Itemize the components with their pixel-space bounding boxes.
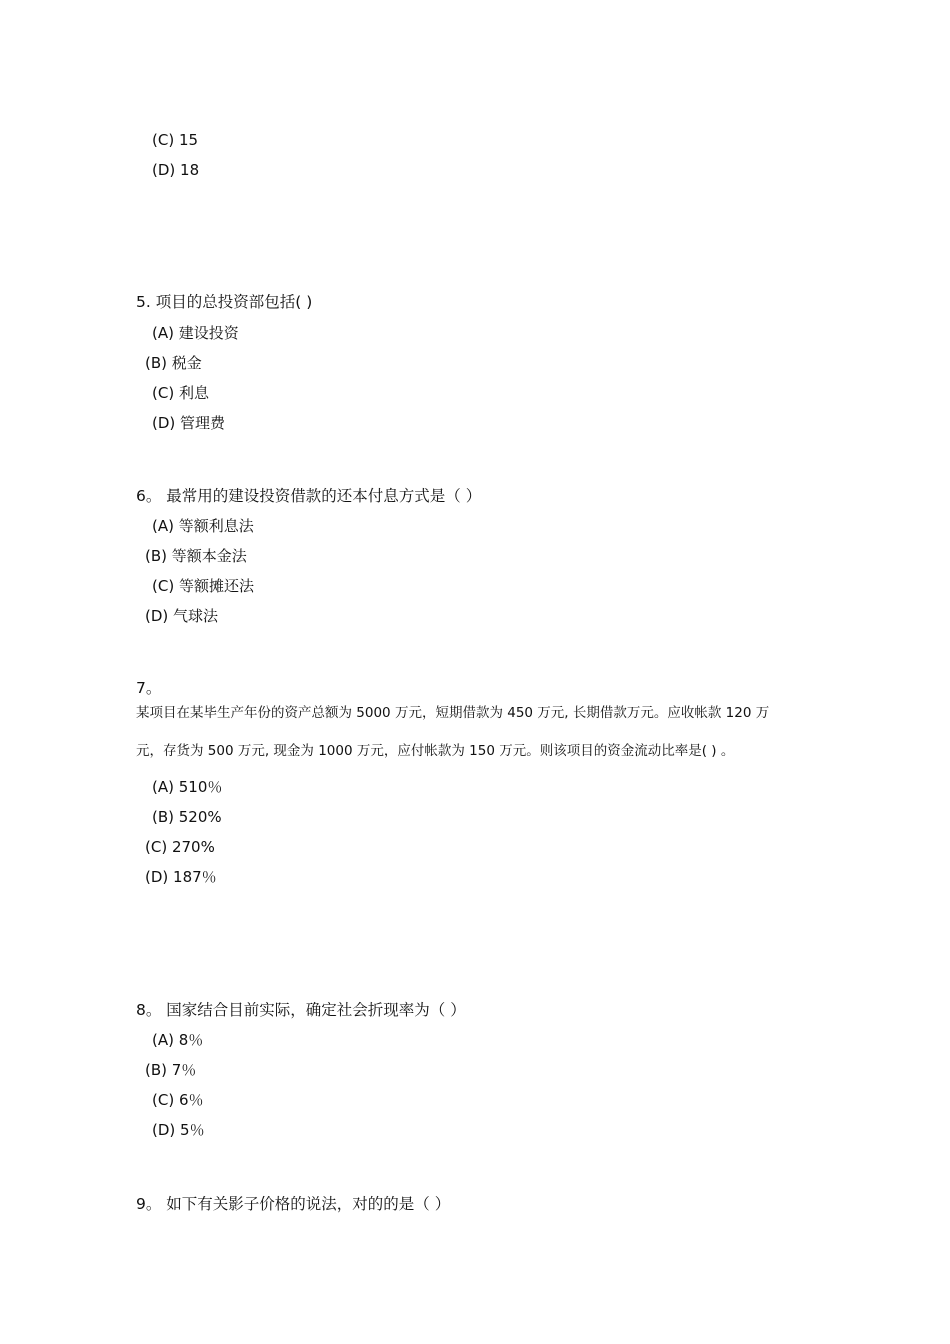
q7-number: 7。: [136, 679, 162, 697]
q8-stem: 8。 国家结合目前实际，确定社会折现率为（ ）: [136, 1001, 466, 1019]
q8-option-b: (B) 7％: [145, 1061, 197, 1079]
q5-option-d: (D) 管理费: [152, 414, 226, 432]
q8-option-c: (C) 6％: [152, 1091, 204, 1109]
q5-stem: 5. 项目的总投资部包括( ): [136, 293, 313, 311]
q5-option-b: (B) 税金: [145, 354, 202, 372]
q8-option-a: (A) 8％: [152, 1031, 204, 1049]
q8-option-d: (D) 5％: [152, 1121, 205, 1139]
q4-option-d: (D) 18: [152, 161, 200, 179]
q5-option-c: (C) 利息: [152, 384, 209, 402]
q7-stem-line2: 元，存货为 500 万元, 现金为 1000 万元，应付帐款为 150 万元。则该项目的资金流动比率是( ) 。: [136, 743, 735, 759]
q7-option-d: (D) 187％: [145, 868, 217, 886]
q7-option-a: (A) 510％: [152, 778, 223, 796]
q6-stem: 6。 最常用的建设投资借款的还本付息方式是（ ）: [136, 487, 482, 505]
q6-option-b: (B) 等额本金法: [145, 547, 247, 565]
q5-option-a: (A) 建设投资: [152, 324, 239, 342]
q6-option-d: (D) 气球法: [145, 607, 219, 625]
q4-option-c: (C) 15: [152, 131, 199, 149]
q6-option-c: (C) 等额摊还法: [152, 577, 254, 595]
q7-stem-line1: 某项目在某毕生产年份的资产总额为 5000 万元，短期借款为 450 万元, 长期借款万元。应收帐款 120 万: [136, 705, 770, 721]
q7-option-b: (B) 520%: [152, 808, 222, 826]
q6-option-a: (A) 等额利息法: [152, 517, 254, 535]
q7-option-c: (C) 270%: [145, 838, 215, 856]
q9-stem: 9。 如下有关影子价格的说法，对的的是（ ）: [136, 1195, 451, 1213]
